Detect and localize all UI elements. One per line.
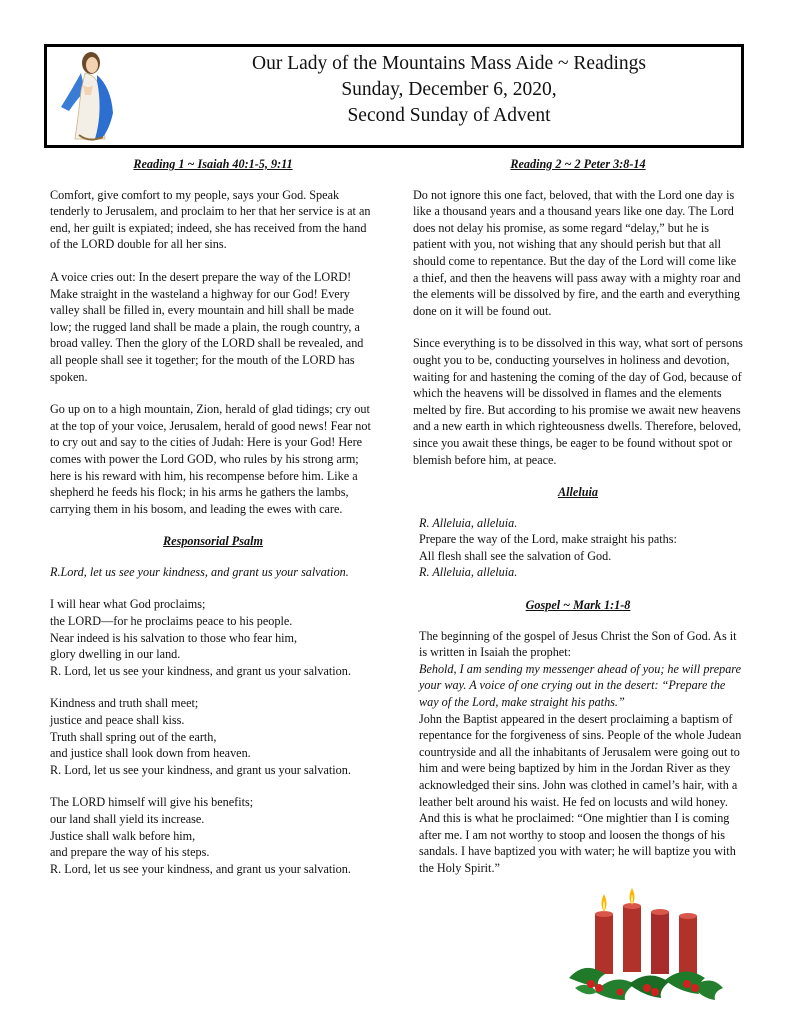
gospel-heading: Gospel ~ Mark 1:1-8 bbox=[525, 598, 631, 613]
psalm-line: Truth shall spring out of the earth, bbox=[50, 729, 217, 744]
right-column bbox=[413, 156, 743, 877]
page-header bbox=[44, 44, 744, 148]
psalm-line: Near indeed is his salvation to those who fear him, bbox=[50, 630, 298, 645]
header-title-line-1: Our Lady of the Mountains Mass Aide ~ Readings bbox=[252, 53, 646, 74]
psalm-refrain: R. Lord, let us see your kindness, and grant us your salvation. bbox=[50, 762, 351, 777]
alleluia-heading: Alleluia bbox=[558, 485, 598, 500]
gospel-intro: The beginning of the gospel of Jesus Christ the Son of God. As it is written in Isaiah the prophet: bbox=[419, 628, 737, 660]
psalm-refrain-intro: R.Lord, let us see your kindness, and grant us your salvation. bbox=[50, 564, 349, 579]
psalm-line: and prepare the way of his steps. bbox=[50, 845, 210, 860]
psalm-line: the LORD—for he proclaims peace to his people. bbox=[50, 614, 293, 629]
reading2-paragraph-1: Do not ignore this one fact, beloved, that with the Lord one day is like a thousand years and a thousand years like one day. The Lord does not delay his promise, as some regard “delay,” but he is patient with you, not wishing that any should perish but that all should come to repentance. But the day of the Lord will come like a thief, and then the heavens will pass away with a mighty roar and the elements will be dissolved by fire, and the earth and everything done on it will be found out. bbox=[413, 187, 741, 318]
reading1-heading: Reading 1 ~ Isaiah 40:1-5, 9:11 bbox=[133, 157, 293, 171]
madonna-image bbox=[55, 51, 119, 143]
psalm-refrain: R. Lord, let us see your kindness, and grant us your salvation. bbox=[50, 861, 351, 876]
left-column bbox=[50, 156, 376, 893]
reading2-heading: Reading 2 ~ 2 Peter 3:8-14 bbox=[510, 157, 646, 171]
reading1-paragraph-1: Comfort, give comfort to my people, says your God. Speak tenderly to Jerusalem, and proclaim to her that her service is at an end, her guilt is expiated; indeed, she has received from the hand of the LORD double for all her sins. bbox=[50, 187, 371, 252]
psalm-heading: Responsorial Psalm bbox=[163, 534, 263, 549]
header-title-line-3: Second Sunday of Advent bbox=[347, 105, 551, 126]
alleluia-line: Prepare the way of the Lord, make straight his paths: bbox=[419, 532, 677, 547]
psalm-stanza-3 bbox=[50, 794, 376, 877]
psalm-stanza-1 bbox=[50, 596, 376, 679]
alleluia-refrain: R. Alleluia, alleluia. bbox=[419, 515, 518, 530]
psalm-line: and justice shall look down from heaven. bbox=[50, 746, 251, 761]
reading1-paragraph-3: Go up on to a high mountain, Zion, herald of glad tidings; cry out at the top of your voice, Jerusalem, herald of good news! Fear not to cry out and say to the cities of Judah: Here is your God! Here comes with power the Lord GOD, who rules by his strong arm; here is his reward with him, his recompense before him. Like a shepherd he feeds his flock; in his arms he gathers the lambs, carrying them in his bosom, and leading the ewes with care. bbox=[50, 402, 371, 516]
gospel-quote: Behold, I am sending my messenger ahead of you; he will prepare your way. A voice of one crying out in the desert: “Prepare the way of the Lord, make straight his paths.” bbox=[419, 661, 741, 710]
psalm-line: Justice shall walk before him, bbox=[50, 828, 196, 843]
gospel-text bbox=[413, 628, 743, 877]
psalm-line: glory dwelling in our land. bbox=[50, 647, 181, 662]
psalm-line: The LORD himself will give his benefits; bbox=[50, 795, 254, 810]
advent-candles-image bbox=[565, 888, 725, 1006]
psalm-refrain: R. Lord, let us see your kindness, and grant us your salvation. bbox=[50, 663, 351, 678]
reading1-paragraph-2: A voice cries out: In the desert prepare the way of the LORD! Make straight in the wasteland a highway for our God! Every valley shall be filled in, every mountain and hill shall be made low; the rugged land shall be made a plain, the rough country, a broad valley. Then the glory of the LORD shall be revealed, and all people shall see it together; for the mouth of the LORD has spoken. bbox=[50, 269, 364, 384]
psalm-line: justice and peace shall kiss. bbox=[50, 713, 185, 728]
header-title-line-2: Sunday, December 6, 2020, bbox=[341, 79, 557, 100]
psalm-line: Kindness and truth shall meet; bbox=[50, 696, 199, 711]
alleluia-refrain: R. Alleluia, alleluia. bbox=[419, 565, 518, 580]
alleluia-line: All flesh shall see the salvation of God. bbox=[419, 548, 612, 563]
psalm-line: our land shall yield its increase. bbox=[50, 812, 205, 826]
header-title bbox=[157, 51, 741, 129]
alleluia-verse bbox=[413, 515, 743, 581]
psalm-line: I will hear what God proclaims; bbox=[50, 597, 206, 612]
reading2-paragraph-2: Since everything is to be dissolved in this way, what sort of persons ought you to be, conducting yourselves in holiness and devotion, waiting for and hastening the coming of the day of God, because of which the heavens will be dissolved in flames and the elements melted by fire. But according to his promise we await new heavens and a new earth in which righteousness dwells. Therefore, beloved, since you await these things, be eager to be found without spot or blemish before him, at peace. bbox=[413, 336, 743, 467]
psalm-stanza-2 bbox=[50, 695, 376, 778]
gospel-body: John the Baptist appeared in the desert proclaiming a baptism of repentance for the forgiveness of sins. People of the whole Judean countryside and all the inhabitants of Jerusalem were going out to him and were being baptized by him in the Jordan River as they acknowledged their sins. John was clothed in camel’s hair, with a leather belt around his waist. He fed on locusts and wild honey. And this is what he proclaimed: “One mightier than I is coming after me. I am not worthy to stoop and loosen the thongs of his sandals. I have baptized you with water; he will baptize you with the Holy Spirit.” bbox=[419, 711, 742, 875]
